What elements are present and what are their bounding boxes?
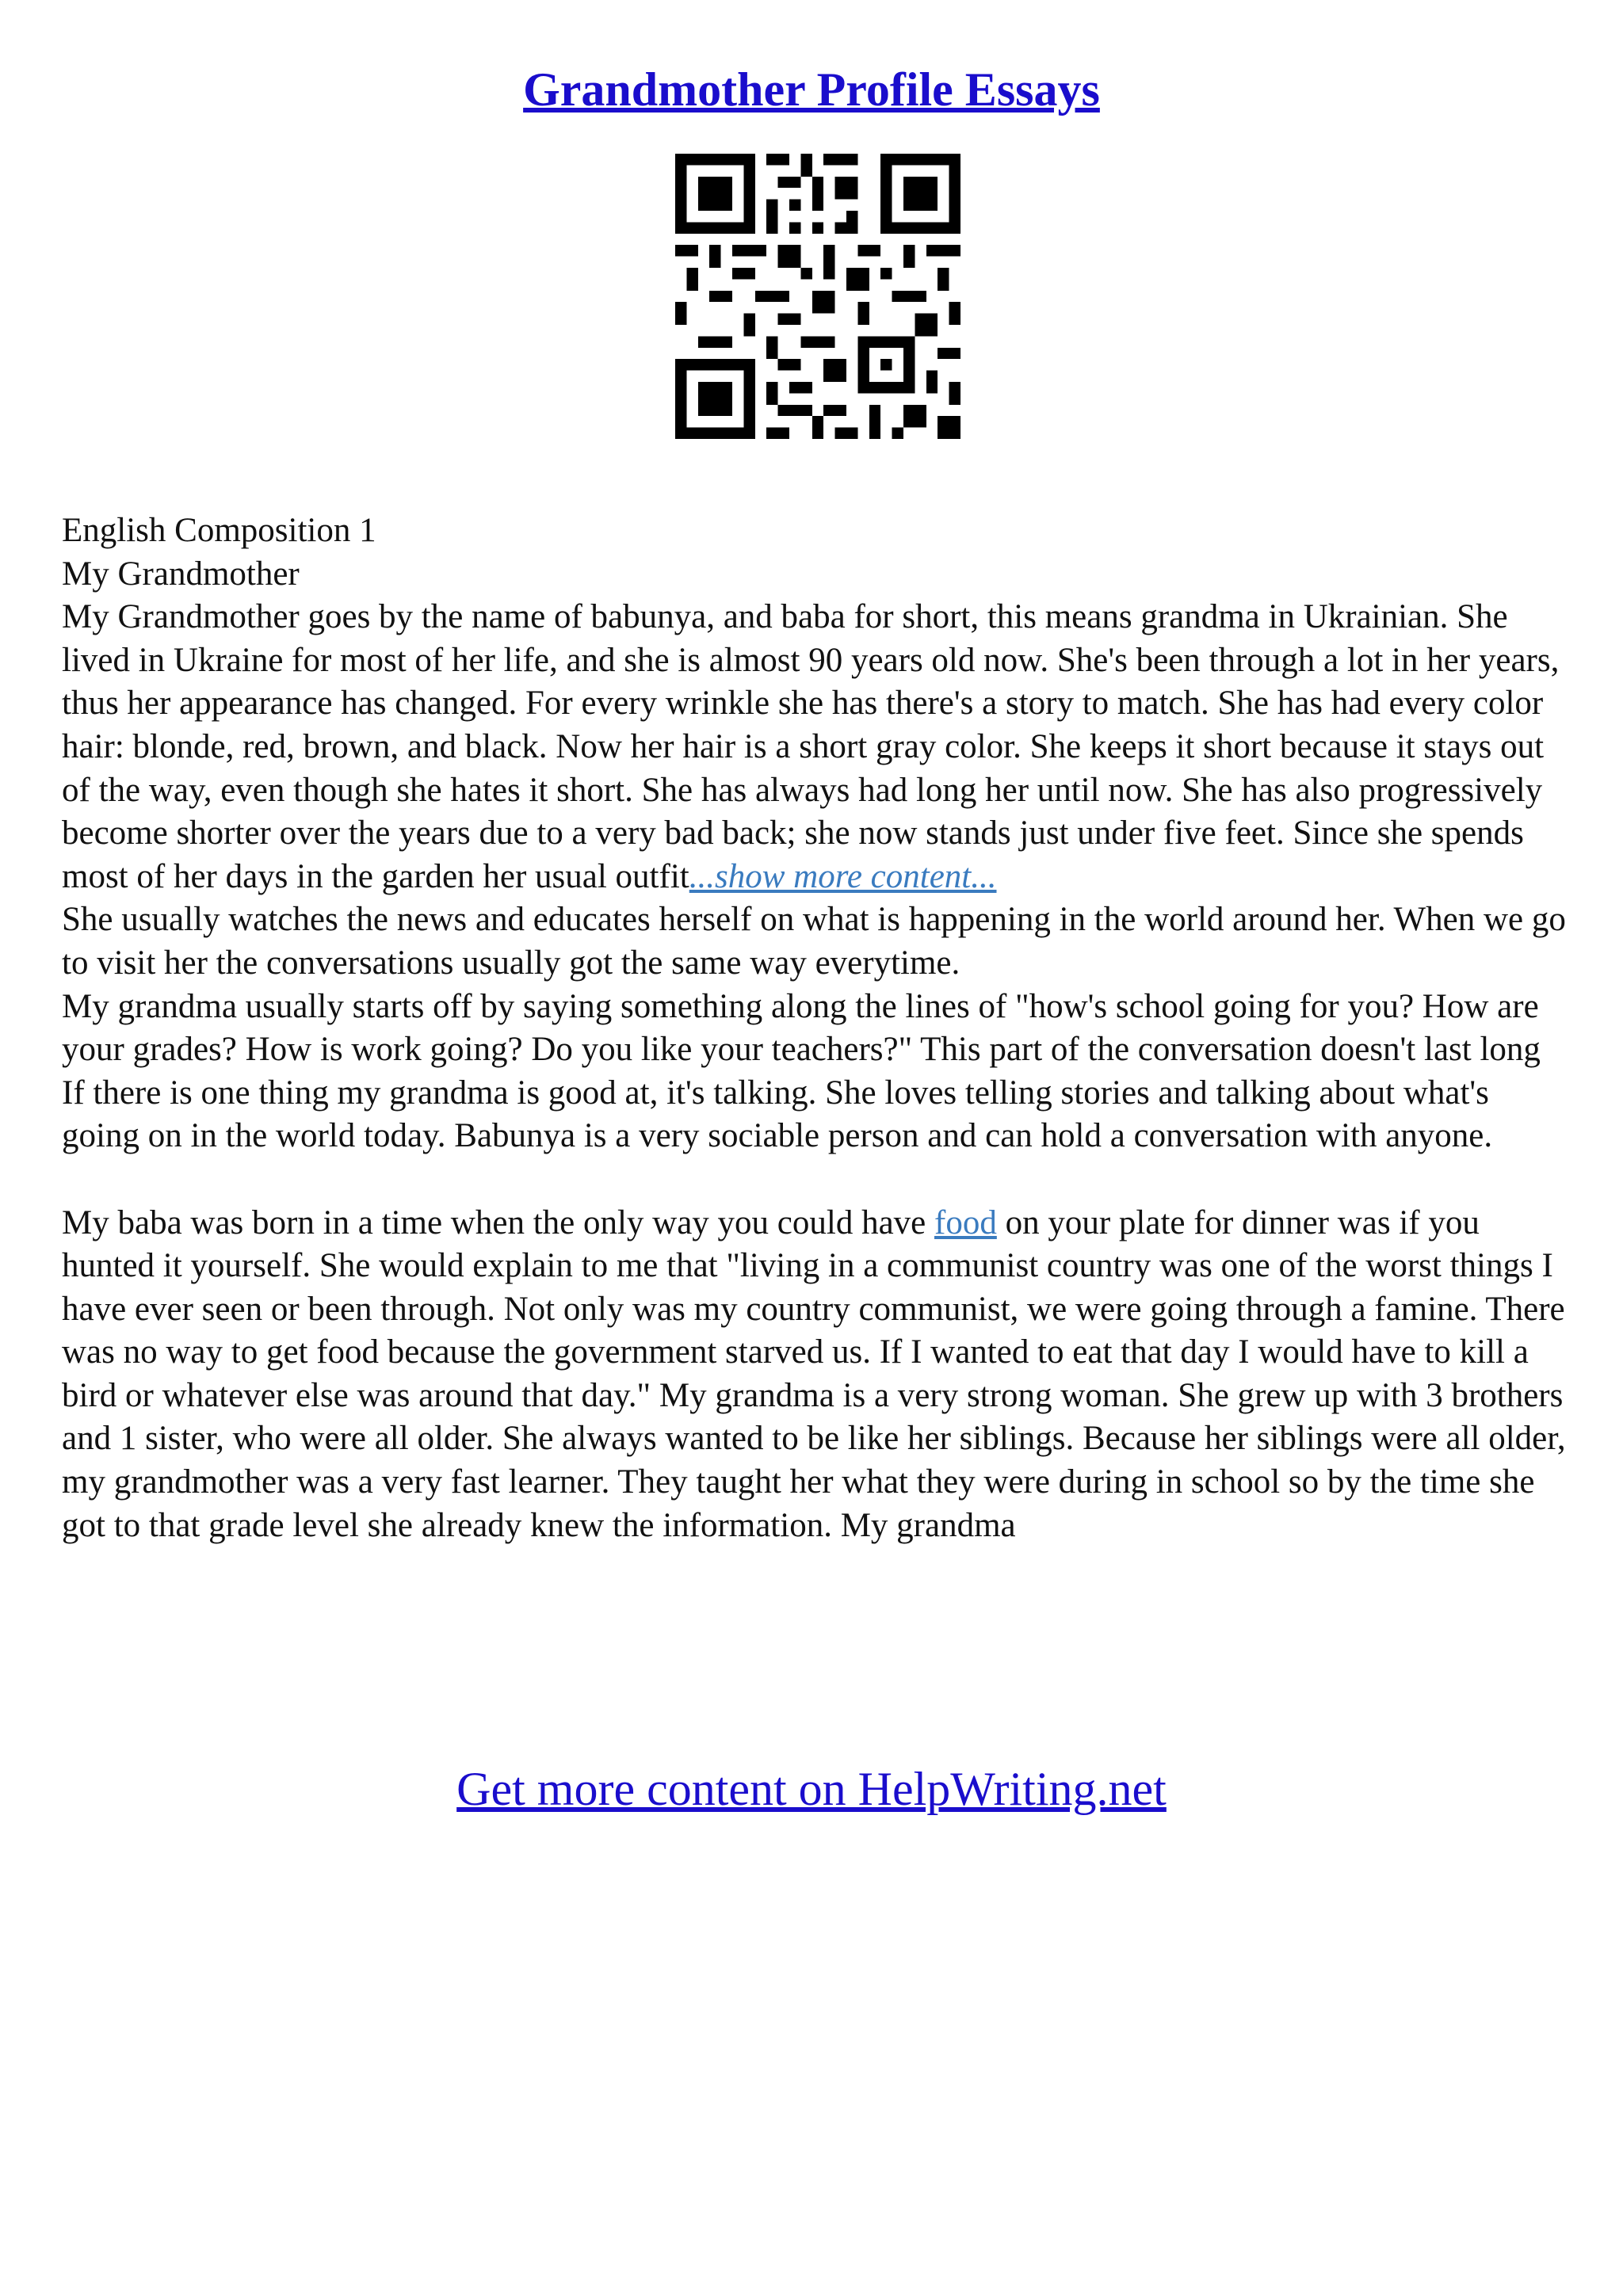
paragraph-5-text-after: on your plate for dinner was if you hunted it yourself. She would explain to me that "living in a communist country was one of the worst things I have ever seen or been through. Not only was my country communist, we were going through a famine. There was no way to get food because the government starved us. If I wanted to eat that day I would have to kill a bird or whatever else was around that day." My grandma is a very strong woman. She grew up with 3 brothers and 1 sister, who were all older. She always wanted to be like her siblings. Because her siblings were all older, my grandmother was a very fast learner. They taught her what they were during in school so by the time she got to that grade level she already knew the information. My grandma — [62, 1203, 1566, 1544]
document-title — [0, 55, 1623, 124]
essay-body — [62, 509, 1568, 1547]
essay-heading: My Grandmother — [62, 555, 300, 593]
course-line: English Composition 1 — [62, 512, 376, 549]
qr-code-icon — [675, 154, 960, 439]
title-link[interactable]: Grandmother Profile Essays — [523, 63, 1100, 116]
paragraph-1 — [62, 596, 1568, 898]
paragraph-4: If there is one thing my grandma is good at, it's talking. She loves telling stories and talking about what's going on in the world today. Babunya is a very sociable person and can hold a conversation with anyone. — [62, 1074, 1493, 1155]
footer-link[interactable]: Get more content on HelpWriting.net — [456, 1763, 1167, 1815]
paragraph-5 — [62, 1202, 1568, 1548]
show-more-link[interactable]: ...show more content... — [689, 857, 997, 895]
footer — [0, 1755, 1623, 1823]
paragraph-spacer — [62, 1158, 1568, 1202]
paragraph-1-text: My Grandmother goes by the name of babunya, and baba for short, this means grandma in Ukrainian. She lived in Ukraine for most of her life, and she is almost 90 years old now. She's been through a lot in her years, thus her appearance has changed. For every wrinkle she has there's a story to match. She has had every color hair: blonde, red, brown, and black. Now her hair is a short gray color. She keeps it short because it stays out of the way, even though she hates it short. She has always had long her until now. She has also progressively become shorter over the years due to a very bad back; she now stands just under five feet. Since she spends most of her days in the garden her usual outfit — [62, 598, 1560, 895]
food-link[interactable]: food — [934, 1203, 997, 1241]
paragraph-2: She usually watches the news and educates herself on what is happening in the world around her. When we go to visit her the conversations usually got the same way everytime. — [62, 901, 1566, 982]
paragraph-3: My grandma usually starts off by saying something along the lines of "how's school going for you? How are your grades? How is work going? Do you like your teachers?" This part of the conversation doesn't last long — [62, 987, 1541, 1069]
paragraph-5-text-before: My baba was born in a time when the only way you could have — [62, 1203, 935, 1241]
